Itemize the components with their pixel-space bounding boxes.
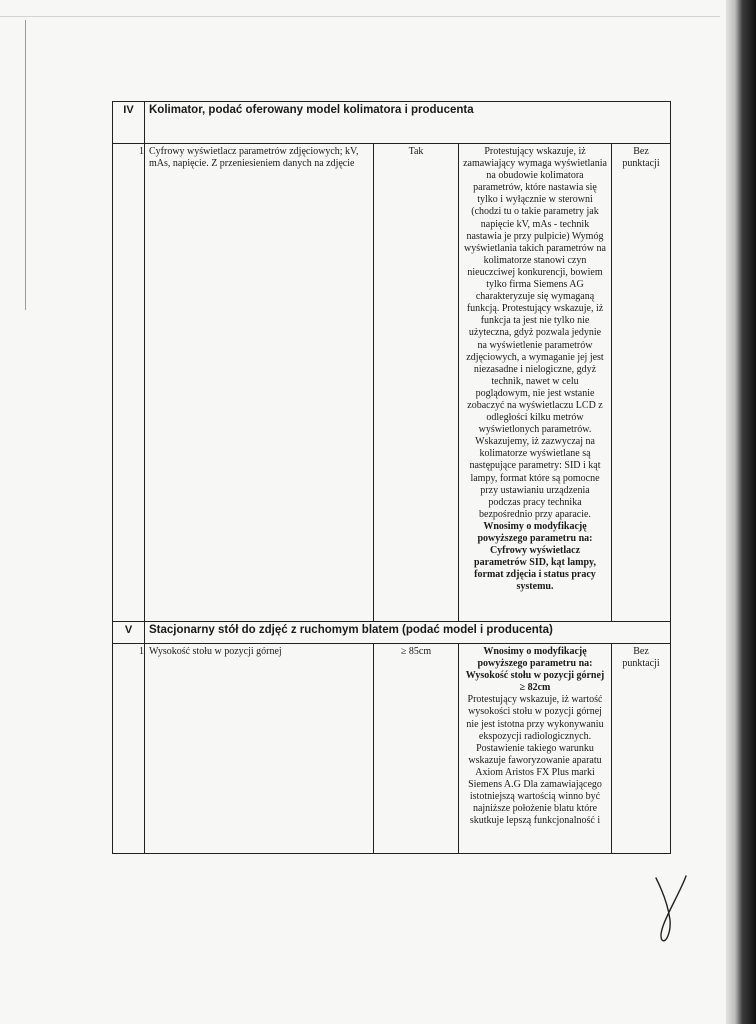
handwritten-initial xyxy=(652,870,692,950)
score-cell: Bez punktacji xyxy=(612,144,671,622)
specification-table xyxy=(112,101,671,854)
section-header-row xyxy=(113,622,671,644)
section-number: IV xyxy=(113,102,145,144)
section-number: V xyxy=(113,622,145,644)
remarks-cell xyxy=(459,644,612,854)
remarks-cell xyxy=(459,144,612,622)
section-title: Kolimator, podać oferowany model kolimatora i producenta xyxy=(145,102,671,144)
required-value-cell: ≥ 85cm xyxy=(374,644,459,854)
required-value-cell: Tak xyxy=(374,144,459,622)
scan-page-edge xyxy=(726,0,756,1024)
parameter-cell: Wysokość stołu w pozycji górnej xyxy=(145,644,374,854)
item-number: 1 xyxy=(113,644,145,854)
table-row xyxy=(113,644,671,854)
remarks-text: Protestujący wskazuje, iż zamawiający wymaga wyświetlania na obudowie kolimatora parametrów, które nastawia się tylko i wyłącznie w sterowni (chodzi tu o takie parametry jak napięcie kV, mAs - technik nastawia je przy pulpicie) Wymóg wyświetlania takich parametrów na kolimatorze stanowi czyn nieuczciwej konkurencji, bowiem tylko firma Siemens AG charakteryzuje się wymaganą funkcją. Protestujący wskazuje, iż funkcja ta jest nie tylko nie użyteczna, gdyż pozwala jedynie na wyświetlenie parametrów zdjęciowych, a wymaganie jej jest niezasadne i nielogiczne, gdyż technik, nawet w celu poglądowym, nie jest wstanie zobaczyć na wyświetlaczu LCD z odległości kilku metrów wyświetlonych parametrów. Wskazujemy, iż zazwyczaj na kolimatorze wyświetlane są następujące parametry: SID i kąt lampy, format które są pomocne przy ustawianiu urządzenia podczas pracy technika bezpośrednio przy aparacie. xyxy=(463,146,607,520)
parameter-cell: Cyfrowy wyświetlacz parametrów zdjęciowych; kV, mAs, napięcie. Z przeniesieniem danych na zdjęcie xyxy=(145,144,374,622)
remarks-request: Wnosimy o modyfikację powyższego parametru na: Cyfrowy wyświetlacz parametrów SID, kąt lampy, format zdjęcia i status pracy systemu. xyxy=(474,520,596,593)
item-number: 1 xyxy=(113,144,145,622)
scan-artifact-margin-line xyxy=(25,20,26,310)
section-header-row xyxy=(113,102,671,144)
remarks-text: Protestujący wskazuje, iż wartość wysokości stołu w pozycji górnej nie jest istotna przy wykonywaniu ekspozycji radiologicznych. Postawienie takiego warunku wskazuje faworyzowanie aparatu Axiom Aristos FX Plus marki Siemens A.G Dla zamawiającego istotniejszą wartością winno być najniższe położenie blatu które skutkuje lepszą funkcjonalność i xyxy=(466,694,604,827)
score-cell: Bez punktacji xyxy=(612,644,671,854)
remarks-request: Wnosimy o modyfikację powyższego parametru na: Wysokość stołu w pozycji górnej ≥ 82cm xyxy=(465,646,605,694)
table-row xyxy=(113,144,671,622)
scan-artifact-line xyxy=(0,16,720,17)
section-title: Stacjonarny stół do zdjęć z ruchomym blatem (podać model i producenta) xyxy=(145,622,671,644)
